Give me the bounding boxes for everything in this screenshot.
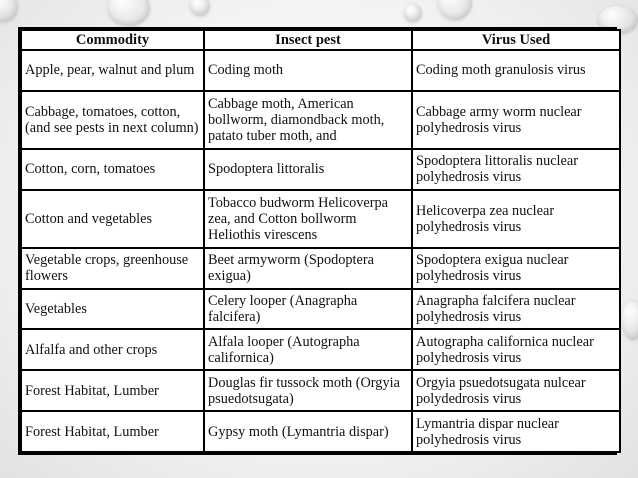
cell-insect-pest: Tobacco budworm Helicoverpa zea, and Cotton bollworm Heliothis virescens: [205, 191, 411, 247]
table-row: [22, 51, 619, 90]
table-header-row: [22, 31, 619, 49]
cell-commodity: Cabbage, tomatoes, cotton, (and see pests in next column): [22, 92, 203, 148]
table-row: [22, 371, 619, 410]
cell-insect-pest: Alfala looper (Autographa californica): [205, 330, 411, 369]
cell-commodity: Alfalfa and other crops: [22, 330, 203, 369]
table-row: [22, 290, 619, 329]
decorative-bubble: [190, 0, 210, 16]
decorative-bubble: [438, 0, 472, 20]
header-virus-used: Virus Used: [413, 31, 619, 49]
cell-virus-used: Coding moth granulosis virus: [413, 51, 619, 90]
cell-insect-pest: Spodoptera littoralis: [205, 150, 411, 189]
cell-insect-pest: Coding moth: [205, 51, 411, 90]
cell-virus-used: Cabbage army worm nuclear polyhedrosis virus: [413, 92, 619, 148]
cell-insect-pest: Gypsy moth (Lymantria dispar): [205, 412, 411, 451]
table-row: [22, 330, 619, 369]
pest-virus-table: [20, 29, 621, 453]
cell-virus-used: Anagrapha falcifera nuclear polyhedrosis virus: [413, 290, 619, 329]
cell-commodity: Vegetable crops, greenhouse flowers: [22, 249, 203, 288]
table-row: [22, 150, 619, 189]
cell-insect-pest: Douglas fir tussock moth (Orgyia psuedotsugata): [205, 371, 411, 410]
table-row: [22, 92, 619, 148]
cell-virus-used: Autographa californica nuclear polyhedrosis virus: [413, 330, 619, 369]
cell-commodity: Forest Habitat, Lumber: [22, 371, 203, 410]
cell-commodity: Apple, pear, walnut and plum: [22, 51, 203, 90]
cell-insect-pest: Celery looper (Anagrapha falcifera): [205, 290, 411, 329]
cell-commodity: Vegetables: [22, 290, 203, 329]
decorative-bubble: [108, 0, 150, 26]
cell-virus-used: Lymantria dispar nuclear polyhedrosis virus: [413, 412, 619, 451]
cell-commodity: Cotton, corn, tomatoes: [22, 150, 203, 189]
cell-insect-pest: Beet armyworm (Spodoptera exigua): [205, 249, 411, 288]
decorative-bubble: [404, 4, 422, 22]
header-insect-pest: Insect pest: [205, 31, 411, 49]
cell-insect-pest: Cabbage moth, American bollworm, diamondback moth, patato tuber moth, and: [205, 92, 411, 148]
pest-virus-table-frame: [18, 27, 617, 455]
table-row: [22, 249, 619, 288]
table-row: [22, 191, 619, 247]
cell-commodity: Forest Habitat, Lumber: [22, 412, 203, 451]
cell-virus-used: Orgyia psuedotsugata nulcear polydedrosis virus: [413, 371, 619, 410]
cell-virus-used: Spodoptera littoralis nuclear polyhedrosis virus: [413, 150, 619, 189]
decorative-bubble: [622, 300, 638, 340]
header-commodity: Commodity: [22, 31, 203, 49]
table-row: [22, 412, 619, 451]
cell-virus-used: Helicoverpa zea nuclear polyhedrosis virus: [413, 191, 619, 247]
decorative-bubble: [0, 0, 18, 22]
cell-virus-used: Spodoptera exigua nuclear polyhedrosis virus: [413, 249, 619, 288]
cell-commodity: Cotton and vegetables: [22, 191, 203, 247]
